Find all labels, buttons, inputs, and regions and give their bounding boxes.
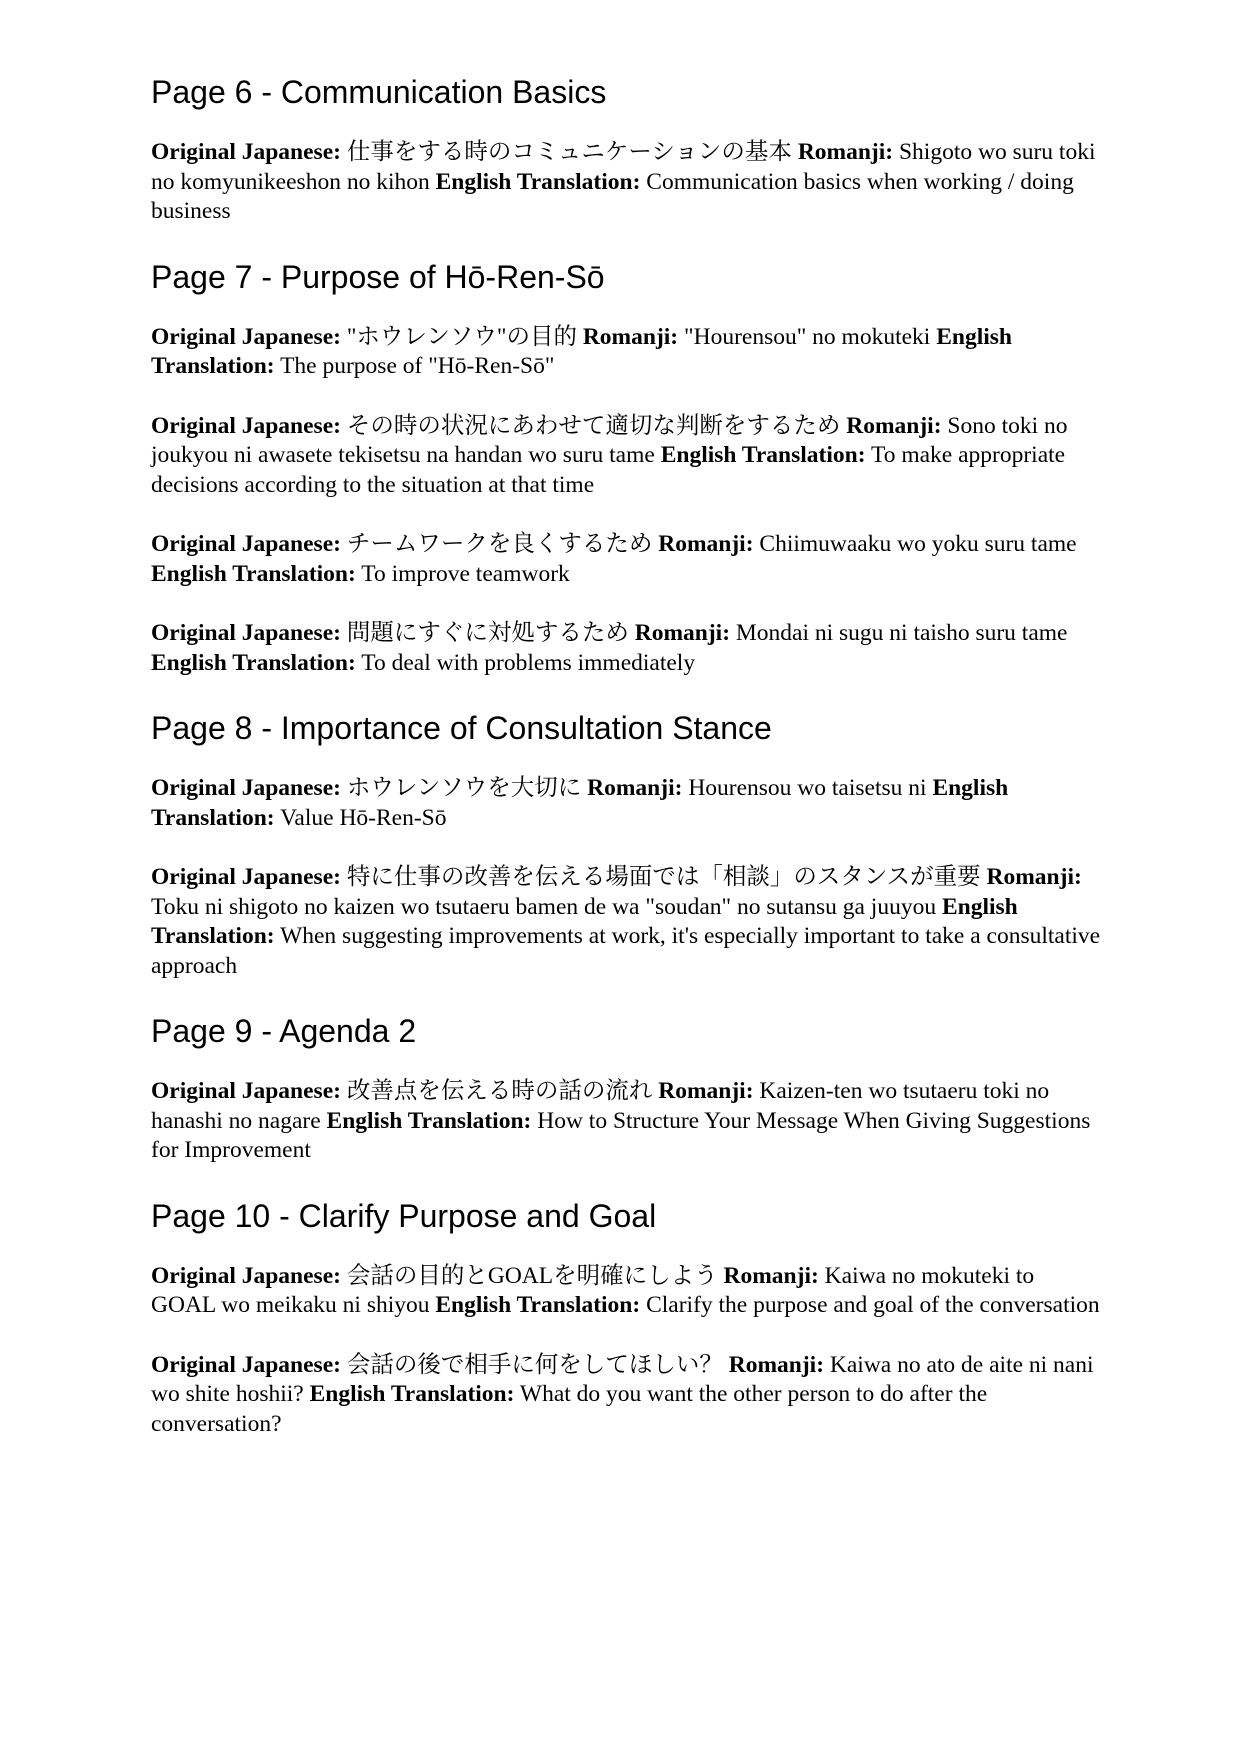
translation-entry bbox=[151, 619, 1101, 678]
english-label: English Translation: bbox=[326, 1107, 532, 1134]
original-label: Original Japanese: bbox=[151, 1078, 341, 1104]
romanji-label: Romanji: bbox=[582, 323, 679, 350]
japanese-text: 改善点を伝える時の話の流れ bbox=[346, 1078, 653, 1104]
english-text: Value Hō-Ren-Sō bbox=[280, 804, 447, 831]
original-label: Original Japanese: bbox=[151, 1262, 341, 1289]
original-label: Original Japanese: bbox=[151, 1351, 341, 1378]
english-text: Clarify the purpose and goal of the conversation bbox=[646, 1292, 1100, 1318]
original-label: Original Japanese: bbox=[151, 864, 341, 890]
english-text: To improve teamwork bbox=[361, 560, 570, 587]
original-label: Original Japanese: bbox=[151, 531, 341, 557]
romanji-text: Kaiwa no mokuteki to GOAL wo meikaku ni shiyou bbox=[151, 1262, 1035, 1318]
original-label: Original Japanese: bbox=[151, 323, 341, 350]
english-label: English Translation: bbox=[435, 168, 641, 195]
english-label: English Translation: bbox=[435, 1292, 641, 1318]
romanji-label: Romanji: bbox=[658, 531, 754, 557]
translation-entry bbox=[151, 412, 1101, 501]
japanese-text: ホウレンソウを大切に bbox=[346, 775, 582, 801]
original-label: Original Japanese: bbox=[151, 775, 341, 801]
japanese-text: 会話の後で相手に何をしてほしい？ bbox=[346, 1351, 723, 1378]
romanji-text: Toku ni shigoto no kaizen wo tsutaeru bamen de wa "soudan" no sutansu ga juuyou bbox=[151, 893, 937, 920]
japanese-text: その時の状況にあわせて適切な判断をするため bbox=[346, 412, 841, 439]
translation-entry bbox=[151, 138, 1101, 227]
romanji-label: Romanji: bbox=[986, 864, 1082, 890]
section-page-6 bbox=[151, 72, 1101, 227]
translation-entry bbox=[151, 774, 1101, 833]
translation-entry bbox=[151, 323, 1101, 382]
romanji-label: Romanji: bbox=[634, 620, 731, 646]
romanji-text: Shigoto wo suru toki no komyunikeeshon no kihon bbox=[151, 139, 1096, 195]
japanese-text: 仕事をする時のコミュニケーションの基本 bbox=[346, 139, 792, 165]
translation-entry bbox=[151, 1077, 1101, 1166]
romanji-label: Romanji: bbox=[728, 1351, 825, 1378]
english-text: When suggesting improvements at work, it's especially important to take a consultative approach bbox=[151, 923, 1101, 979]
romanji-text: Mondai ni sugu ni taisho suru tame bbox=[735, 620, 1068, 646]
english-label: English Translation: bbox=[660, 442, 866, 468]
english-text: The purpose of "Hō-Ren-Sō" bbox=[280, 353, 555, 379]
romanji-text: Sono toki no joukyou ni awasete tekisetsu na handan wo suru tame bbox=[151, 412, 1068, 468]
section-heading: Page 6 - Communication Basics bbox=[151, 74, 607, 110]
english-text: Communication basics when working / doing business bbox=[151, 168, 1074, 224]
english-text: To deal with problems immediately bbox=[361, 649, 696, 676]
english-text: What do you want the other person to do after the conversation? bbox=[151, 1381, 988, 1437]
translation-entry bbox=[151, 1262, 1101, 1321]
english-label: English Translation: bbox=[151, 893, 1018, 949]
japanese-text: 問題にすぐに対処するため bbox=[346, 620, 629, 646]
romanji-label: Romanji: bbox=[723, 1262, 819, 1289]
section-heading: Page 8 - Importance of Consultation Stance bbox=[151, 710, 772, 746]
romanji-label: Romanji: bbox=[797, 139, 894, 165]
romanji-label: Romanji: bbox=[846, 412, 942, 439]
japanese-text: 会話の目的とGOALを明確にしよう bbox=[346, 1262, 718, 1289]
section-heading: Page 9 - Agenda 2 bbox=[151, 1013, 417, 1049]
section-heading: Page 10 - Clarify Purpose and Goal bbox=[151, 1197, 657, 1234]
section-page-8 bbox=[151, 708, 1101, 981]
english-label: English Translation: bbox=[309, 1381, 515, 1407]
english-label: English Translation: bbox=[151, 649, 356, 676]
translation-entry bbox=[151, 863, 1101, 981]
section-page-10 bbox=[151, 1196, 1101, 1440]
japanese-text: チームワークを良くするため bbox=[346, 531, 653, 557]
japanese-text: 特に仕事の改善を伝える場面では「相談」のスタンスが重要 bbox=[346, 864, 981, 890]
romanji-text: Chiimuwaaku wo yoku suru tame bbox=[759, 531, 1077, 557]
section-page-9 bbox=[151, 1011, 1101, 1166]
romanji-text: Kaizen-ten wo tsutaeru toki no hanashi no nagare bbox=[151, 1078, 1050, 1134]
romanji-text: "Hourensou" no mokuteki bbox=[684, 323, 931, 350]
romanji-label: Romanji: bbox=[587, 775, 683, 801]
original-label: Original Japanese: bbox=[151, 412, 341, 439]
original-label: Original Japanese: bbox=[151, 620, 341, 646]
romanji-label: Romanji: bbox=[658, 1078, 754, 1104]
japanese-text: "ホウレンソウ"の目的 bbox=[346, 323, 577, 350]
english-text: How to Structure Your Message When Giving Suggestions for Improvement bbox=[151, 1107, 1091, 1163]
english-label: English Translation: bbox=[151, 560, 356, 587]
english-text: To make appropriate decisions according to the situation at that time bbox=[151, 442, 1066, 498]
romanji-text: Hourensou wo taisetsu ni bbox=[688, 775, 927, 801]
translation-entry bbox=[151, 1351, 1101, 1440]
document-page bbox=[151, 72, 1101, 1469]
section-heading: Page 7 - Purpose of Hō-Ren-Sō bbox=[151, 258, 605, 295]
translation-entry bbox=[151, 530, 1101, 589]
original-label: Original Japanese: bbox=[151, 139, 341, 165]
english-label: English Translation: bbox=[151, 775, 1009, 831]
romanji-text: Kaiwa no ato de aite ni nani wo shite hoshii? bbox=[151, 1351, 1094, 1407]
section-page-7 bbox=[151, 257, 1101, 679]
english-label: English Translation: bbox=[151, 323, 1012, 379]
